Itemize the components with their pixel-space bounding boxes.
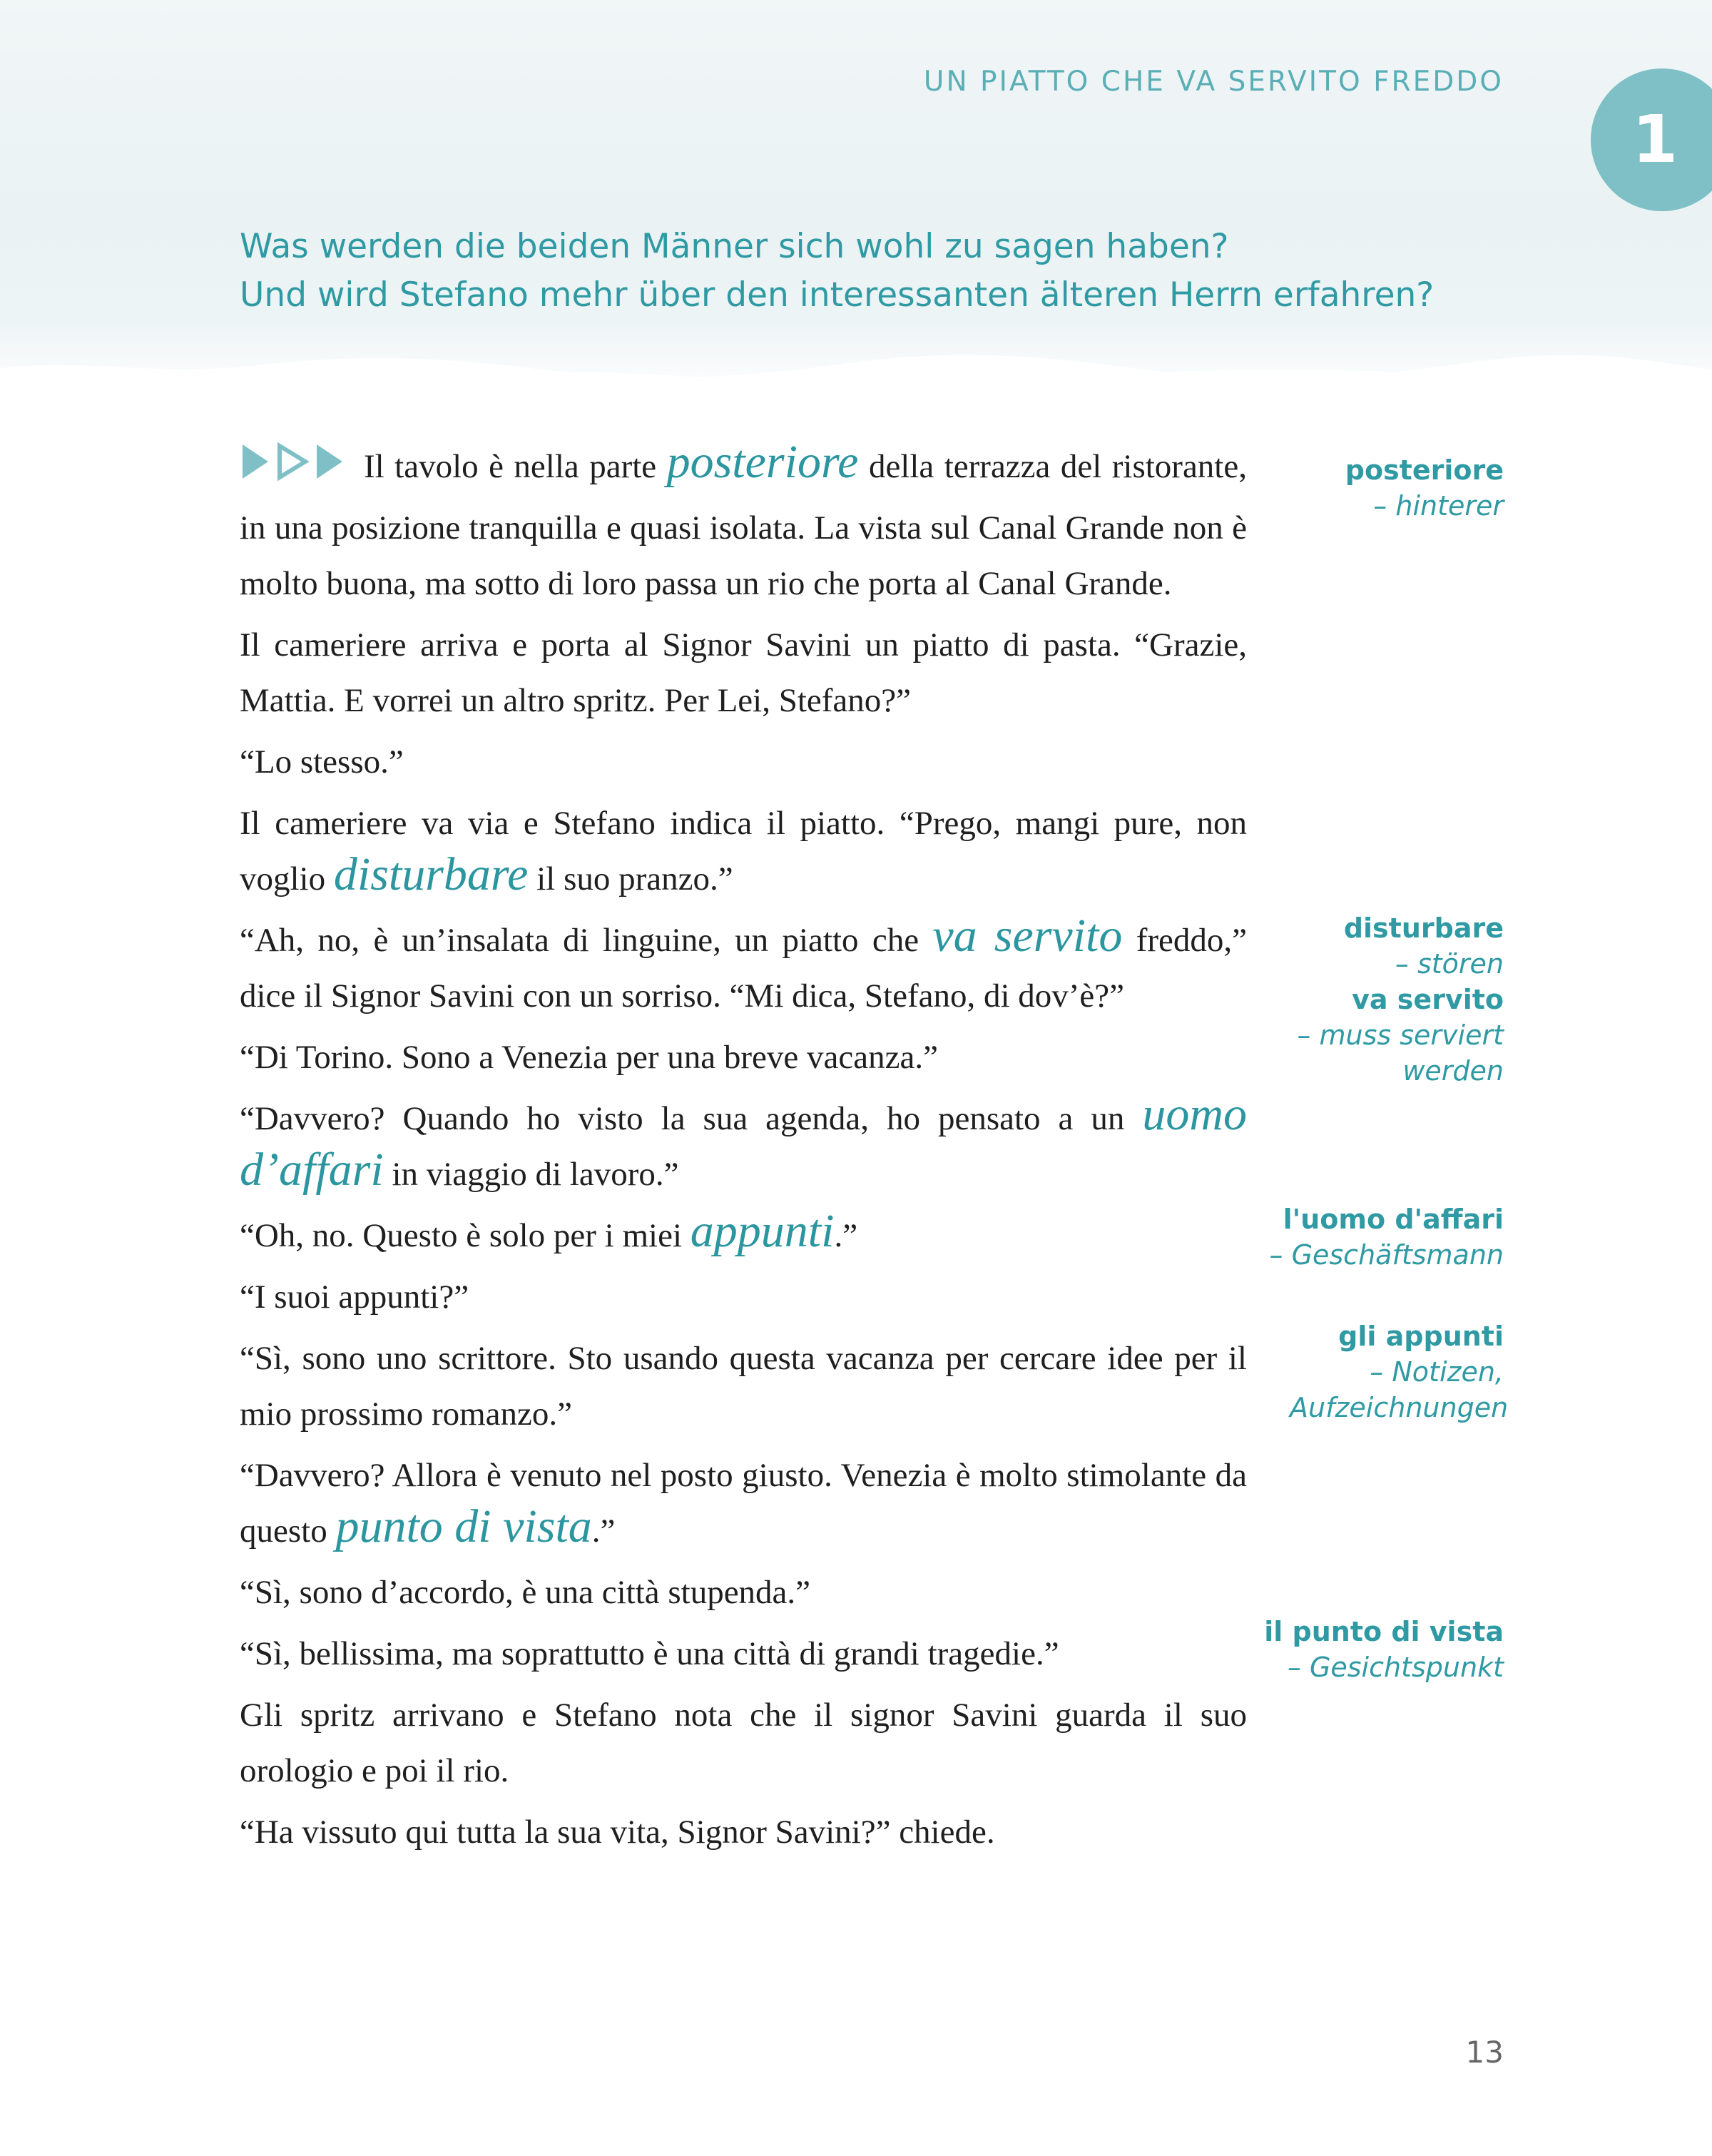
glossary-term: l'uomo d'affari <box>1283 1204 1504 1235</box>
story-text-run: “Davvero? Quando ho visto la sua agenda, ho pensato a un <box>240 1100 1143 1137</box>
story-text-run: della terrazza del ristorante, in una posizione tranquilla e quasi isolata. La vista sul Canal Grande non è molto buona, ma sotto di loro passa un rio che porta al Canal Grande. <box>240 448 1247 602</box>
glossary-term: va servito <box>1352 984 1504 1015</box>
story-text <box>240 436 1247 1866</box>
story-paragraph-11 <box>240 1448 1247 1559</box>
keyword-posteriore: posteriore <box>666 436 859 488</box>
glossary-translation: – muss serviert werden <box>1297 1019 1504 1087</box>
story-paragraph-12: “Sì, sono d’accordo, è una città stupenda.” <box>240 1574 811 1611</box>
story-paragraph-3: “Lo stesso.” <box>240 743 404 780</box>
chapter-number-badge: 1 <box>1591 68 1712 211</box>
glossary-entry <box>1204 1614 1504 1685</box>
story-text-run: freddo,” dice il Signor Savini con un sorriso. “Mi dica, Stefano, di dov’è?” <box>240 922 1247 1015</box>
glossary-entry <box>1204 982 1504 1089</box>
intro-questions <box>240 223 1524 320</box>
story-text-run: .” <box>834 1217 858 1254</box>
glossary-term: il punto di vista <box>1264 1616 1504 1647</box>
keyword-punto-di-vista: punto di vista <box>335 1500 592 1552</box>
story-text-run: Il tavolo è nella parte <box>364 448 667 485</box>
keyword-appunti: appunti <box>690 1205 835 1257</box>
glossary-translation: – Geschäftsmann <box>1269 1239 1504 1271</box>
running-title: UN PIATTO CHE VA SERVITO FREDDO <box>923 66 1504 98</box>
story-text-run: il suo pranzo.” <box>528 860 733 898</box>
story-paragraph-8 <box>240 1205 1247 1263</box>
keyword-va-servito: va servito <box>932 910 1123 962</box>
story-text-run: “Ah, no, è un’insalata di linguine, un piatto che <box>240 922 933 959</box>
story-paragraph-7 <box>240 1088 1247 1202</box>
keyword-disturbare: disturbare <box>333 848 529 900</box>
triple-triangle-arrows-icon <box>240 440 347 500</box>
glossary-translation: – hinterer <box>1373 490 1504 522</box>
glossary-term: disturbare <box>1343 912 1504 944</box>
story-paragraph-14: Gli spritz arrivano e Stefano nota che il signor Savini guarda il suo orologio e poi il rio. <box>240 1697 1247 1789</box>
story-paragraph-10: “Sì, sono uno scrittore. Sto usando questa vacanza per cercare idee per il mio prossimo romanzo.” <box>240 1340 1247 1433</box>
intro-question-1: Was werden die beiden Männer sich wohl zu sagen haben? <box>240 227 1229 266</box>
glossary-translation: – Notizen, Aufzeichnungen <box>1290 1356 1509 1423</box>
story-paragraph-1 <box>240 436 1247 611</box>
header-band <box>0 0 1712 400</box>
story-paragraph-13: “Sì, bellissima, ma soprattutto è una città di grandi tragedie.” <box>240 1635 1059 1672</box>
glossary-term: posteriore <box>1345 454 1504 486</box>
keyword-uomo-daffari: uomo d’affari <box>240 1088 1247 1196</box>
torn-paper-edge <box>0 335 1712 400</box>
glossary-entry <box>1204 1318 1509 1425</box>
glossary-entry <box>1204 910 1504 982</box>
story-text-run: “Oh, no. Questo è solo per i miei <box>240 1217 691 1254</box>
story-text-run: “Davvero? Allora è venuto nel posto giusto. Venezia è molto stimolante da questo <box>240 1457 1247 1550</box>
glossary-translation: – stören <box>1395 948 1504 980</box>
story-text-run: .” <box>591 1512 616 1550</box>
glossary-term: gli appunti <box>1338 1321 1504 1352</box>
glossary-entry <box>1204 1201 1504 1273</box>
story-paragraph-9: “I suoi appunti?” <box>240 1278 469 1316</box>
glossary-translation: – Gesichtspunkt <box>1287 1652 1504 1683</box>
story-paragraph-5 <box>240 912 1247 1024</box>
story-paragraph-6: “Di Torino. Sono a Venezia per una breve vacanza.” <box>240 1039 938 1076</box>
glossary-entry <box>1204 452 1504 524</box>
story-paragraph-4 <box>240 795 1247 907</box>
story-text-run: in viaggio di lavoro.” <box>383 1156 679 1193</box>
intro-question-2: Und wird Stefano mehr über den interessanten älteren Herrn erfahren? <box>240 275 1435 315</box>
story-paragraph-2: Il cameriere arriva e porta al Signor Savini un piatto di pasta. “Grazie, Mattia. E vorrei un altro spritz. Per Lei, Stefano?” <box>240 626 1247 719</box>
story-paragraph-15: “Ha vissuto qui tutta la sua vita, Signor Savini?” chiede. <box>240 1814 995 1851</box>
page-number: 13 <box>1465 2035 1504 2070</box>
story-text-run: Il cameriere va via e Stefano indica il piatto. “Prego, mangi pure, non voglio <box>240 805 1247 898</box>
